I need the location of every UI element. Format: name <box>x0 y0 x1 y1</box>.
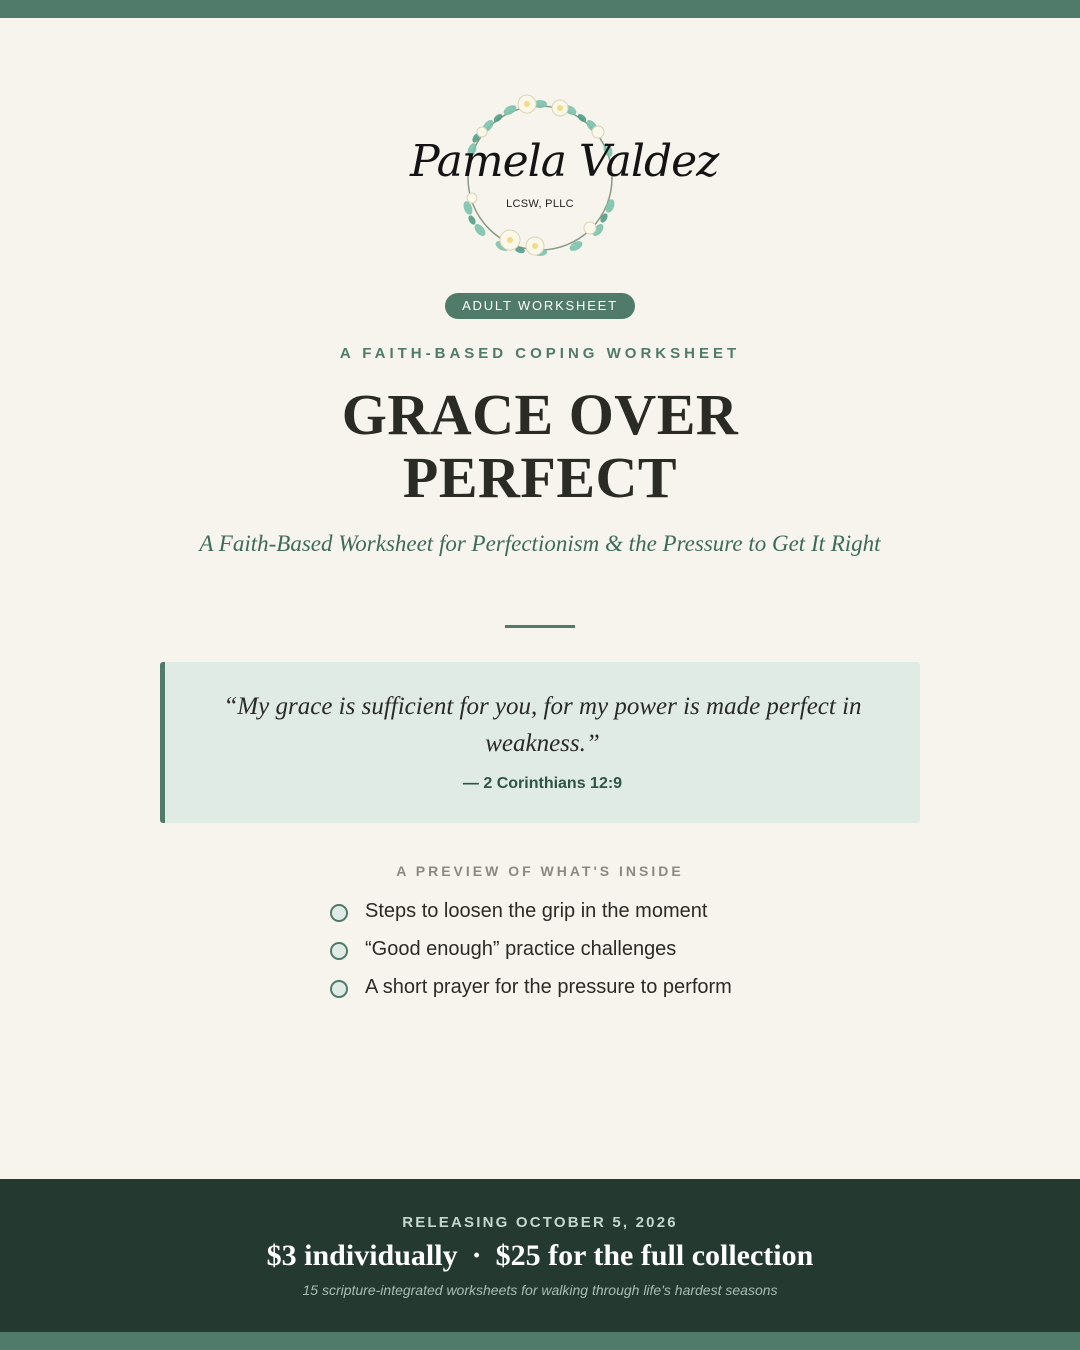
audience-badge: ADULT WORKSHEET <box>445 293 635 319</box>
brand-logo <box>410 80 719 276</box>
list-item <box>330 935 830 973</box>
list-item-label: Steps to loosen the grip in the moment <box>365 900 708 922</box>
list-item <box>330 897 830 935</box>
price-collection: $25 for the full collection <box>495 1239 814 1272</box>
list-item <box>330 973 830 1011</box>
list-item-label: “Good enough” practice challenges <box>365 938 677 960</box>
page-title <box>140 383 940 509</box>
collection-note: 15 scripture-integrated worksheets for walking through life's hardest seasons <box>302 1282 778 1298</box>
quote-reference: — 2 Corinthians 12:9 <box>462 775 623 792</box>
circle-bullet-icon <box>330 980 348 998</box>
list-item-label: A short prayer for the pressure to perform <box>365 976 732 998</box>
title-line-2: PERFECT <box>402 445 678 510</box>
circle-bullet-icon <box>330 904 348 922</box>
brand-name: Pamela Valdez <box>410 136 719 187</box>
section-divider <box>505 625 575 628</box>
title-line-1: GRACE OVER <box>341 382 739 447</box>
scripture-quote <box>160 662 920 823</box>
price-separator: · <box>471 1239 482 1272</box>
preview-heading: A PREVIEW OF WHAT'S INSIDE <box>396 863 684 879</box>
release-date: RELEASING OCTOBER 5, 2026 <box>402 1214 678 1231</box>
page-subtitle: A Faith-Based Worksheet for Perfectionism & the Pressure to Get It Right <box>199 531 881 556</box>
bottom-accent-bar <box>0 1332 1080 1350</box>
top-accent-bar <box>0 0 1080 18</box>
circle-bullet-icon <box>330 942 348 960</box>
release-footer <box>0 1179 1080 1332</box>
brand-credentials: LCSW, PLLC <box>506 198 574 210</box>
price-individual: $3 individually <box>266 1239 458 1272</box>
price-line <box>0 1239 1080 1273</box>
preview-list <box>330 897 830 1011</box>
quote-text: “My grace is sufficient for you, for my power is made perfect in weakness.” <box>223 693 862 757</box>
eyebrow-text: A FAITH-BASED COPING WORKSHEET <box>339 345 741 362</box>
